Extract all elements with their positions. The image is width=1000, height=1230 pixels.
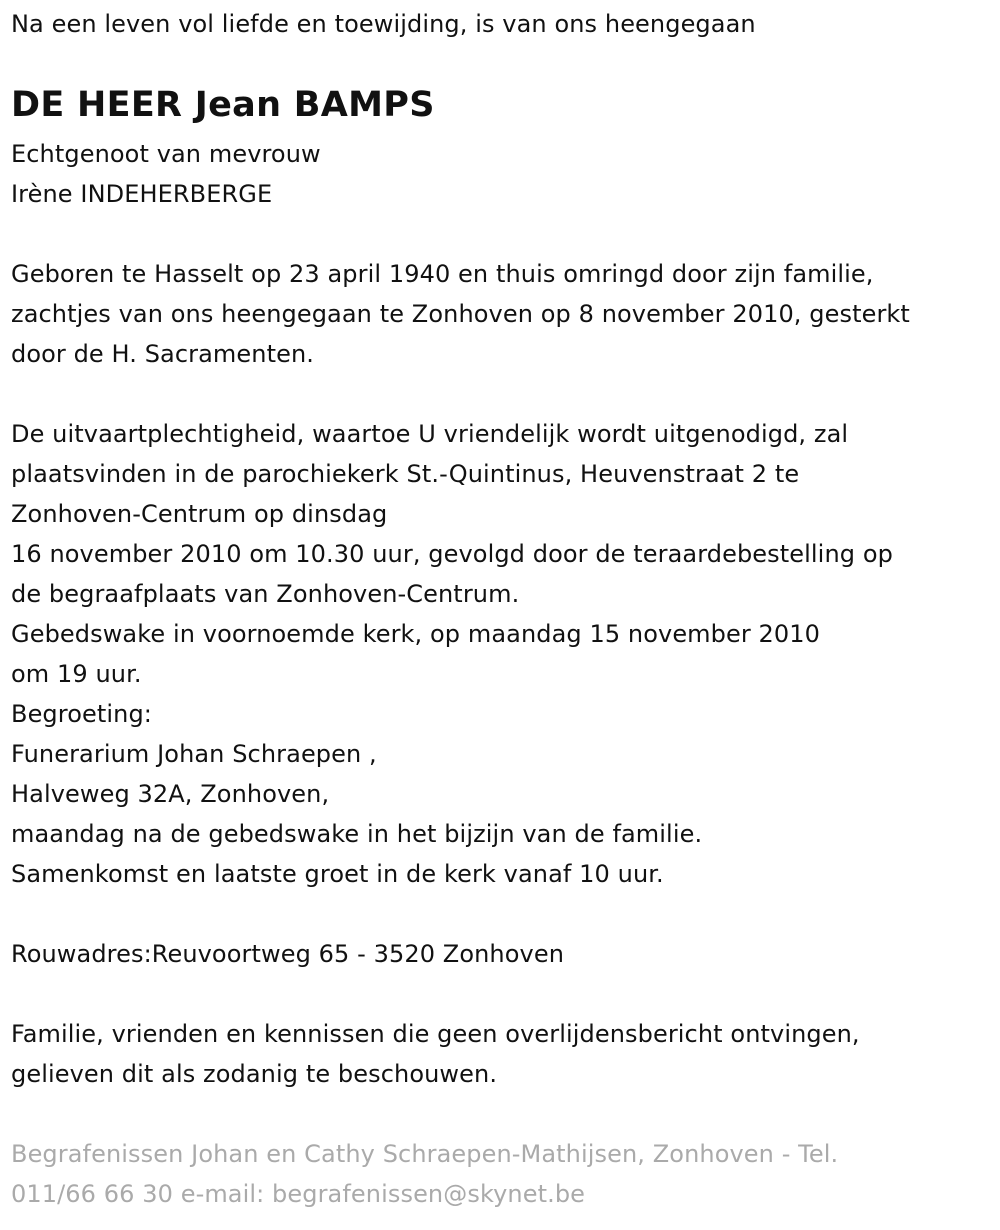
family-notice-line: gelieven dit als zodanig te beschouwen. xyxy=(11,1060,498,1088)
mourning-address-line: Rouwadres:Reuvoortweg 65 - 3520 Zonhoven xyxy=(11,940,565,968)
funeral-line: De uitvaartplechtigheid, waartoe U vriendelijk wordt uitgenodigd, zal xyxy=(11,420,849,448)
birth-line: Geboren te Hasselt op 23 april 1940 en thuis omringd door zijn familie, xyxy=(11,260,874,288)
deceased-name: DE HEER Jean BAMPS xyxy=(11,85,435,125)
footer-line: 011/66 66 30 e-mail: begrafenissen@skynet.be xyxy=(11,1180,586,1208)
funeral-line: Funerarium Johan Schraepen , xyxy=(11,740,377,768)
family-notice xyxy=(11,1014,860,1094)
family-notice-line: Familie, vrienden en kennissen die geen overlijdensbericht ontvingen, xyxy=(11,1020,860,1048)
funeral-line: Gebedswake in voornoemde kerk, op maandag 15 november 2010 xyxy=(11,620,821,648)
funeral-line: maandag na de gebedswake in het bijzijn van de familie. xyxy=(11,820,703,848)
spouse-block xyxy=(11,134,321,214)
funeral-line: Samenkomst en laatste groet in de kerk vanaf 10 uur. xyxy=(11,860,664,888)
spouse-line: Echtgenoot van mevrouw xyxy=(11,140,321,168)
funeral-paragraph xyxy=(11,414,893,894)
funeral-line: de begraafplaats van Zonhoven-Centrum. xyxy=(11,580,520,608)
funeral-line: Begroeting: xyxy=(11,700,152,728)
funeral-line: 16 november 2010 om 10.30 uur, gevolgd door de teraardebestelling op xyxy=(11,540,893,568)
funeral-home-footer xyxy=(11,1134,838,1214)
footer-line: Begrafenissen Johan en Cathy Schraepen-Mathijsen, Zonhoven - Tel. xyxy=(11,1140,839,1168)
funeral-line: plaatsvinden in de parochiekerk St.-Quintinus, Heuvenstraat 2 te xyxy=(11,460,800,488)
spouse-line: Irène INDEHERBERGE xyxy=(11,180,273,208)
funeral-line: Halveweg 32A, Zonhoven, xyxy=(11,780,330,808)
birth-paragraph xyxy=(11,254,910,374)
funeral-line: om 19 uur. xyxy=(11,660,142,688)
mourning-address xyxy=(11,934,564,974)
birth-line: door de H. Sacramenten. xyxy=(11,340,314,368)
intro-text: Na een leven vol liefde en toewijding, is van ons heengegaan xyxy=(11,10,756,38)
funeral-line: Zonhoven-Centrum op dinsdag xyxy=(11,500,388,528)
birth-line: zachtjes van ons heengegaan te Zonhoven op 8 november 2010, gesterkt xyxy=(11,300,910,328)
